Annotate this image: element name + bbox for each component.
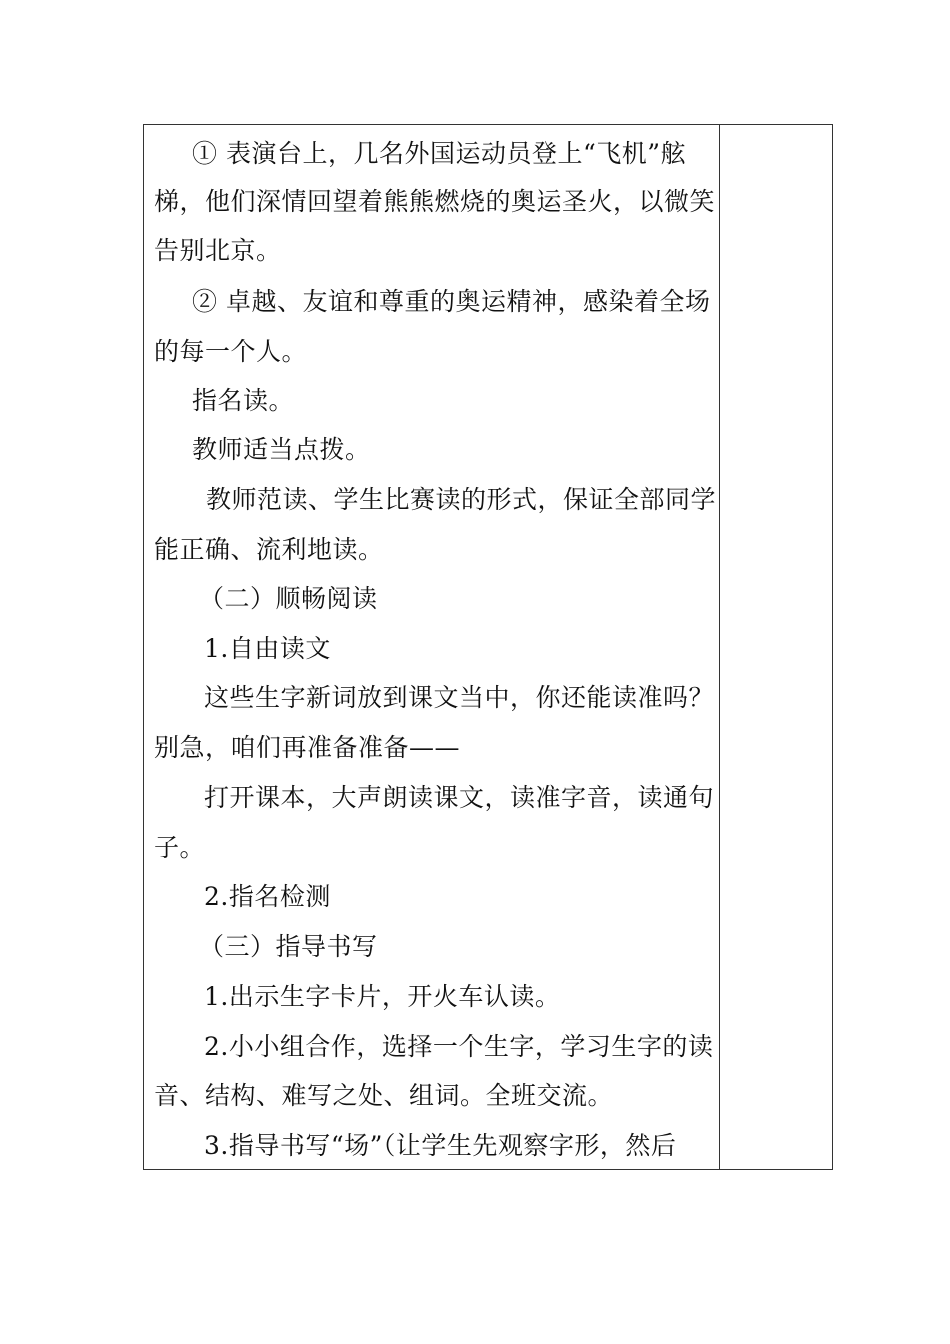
content-line: 打开课本，大声朗读课文，读准字音，读通句	[204, 783, 715, 812]
content-line: 教师适当点拨。	[192, 435, 371, 464]
content-line: 告别北京。	[154, 236, 282, 265]
content-line: 3.指导书写“场”（让学生先观察字形，然后	[204, 1131, 677, 1160]
content-line: 2.小小组合作，选择一个生字，学习生字的读	[204, 1032, 714, 1061]
content-line: ② 卓越、友谊和尊重的奥运精神，感染着全场	[192, 287, 711, 316]
section-heading: （三）指导书写	[199, 932, 378, 961]
content-line: ① 表演台上，几名外国运动员登上“飞机”舷	[192, 139, 687, 168]
content-line: 教师范读、学生比赛读的形式，保证全部同学	[206, 485, 717, 514]
content-line: 1.出示生字卡片，开火车认读。	[204, 982, 561, 1011]
content-line: 指名读。	[192, 386, 295, 415]
content-line: 1.自由读文	[204, 634, 331, 663]
content-line: 音、结构、难写之处、组词。全班交流。	[154, 1081, 614, 1110]
lesson-plan-table	[143, 124, 833, 1170]
content-line: 这些生字新词放到课文当中，你还能读准吗？	[204, 683, 715, 712]
content-line: 能正确、流利地读。	[154, 535, 384, 564]
content-line: 梯，他们深情回望着熊熊燃烧的奥运圣火，以微笑	[154, 187, 716, 216]
notes-cell	[720, 125, 832, 1169]
section-heading: （二）顺畅阅读	[199, 584, 378, 613]
content-line: 的每一个人。	[154, 337, 308, 366]
content-line: 子。	[154, 833, 206, 862]
content-line: 别急，咱们再准备准备——	[154, 733, 461, 762]
lesson-content-cell	[144, 125, 719, 1169]
content-line: 2.指名检测	[204, 882, 331, 911]
